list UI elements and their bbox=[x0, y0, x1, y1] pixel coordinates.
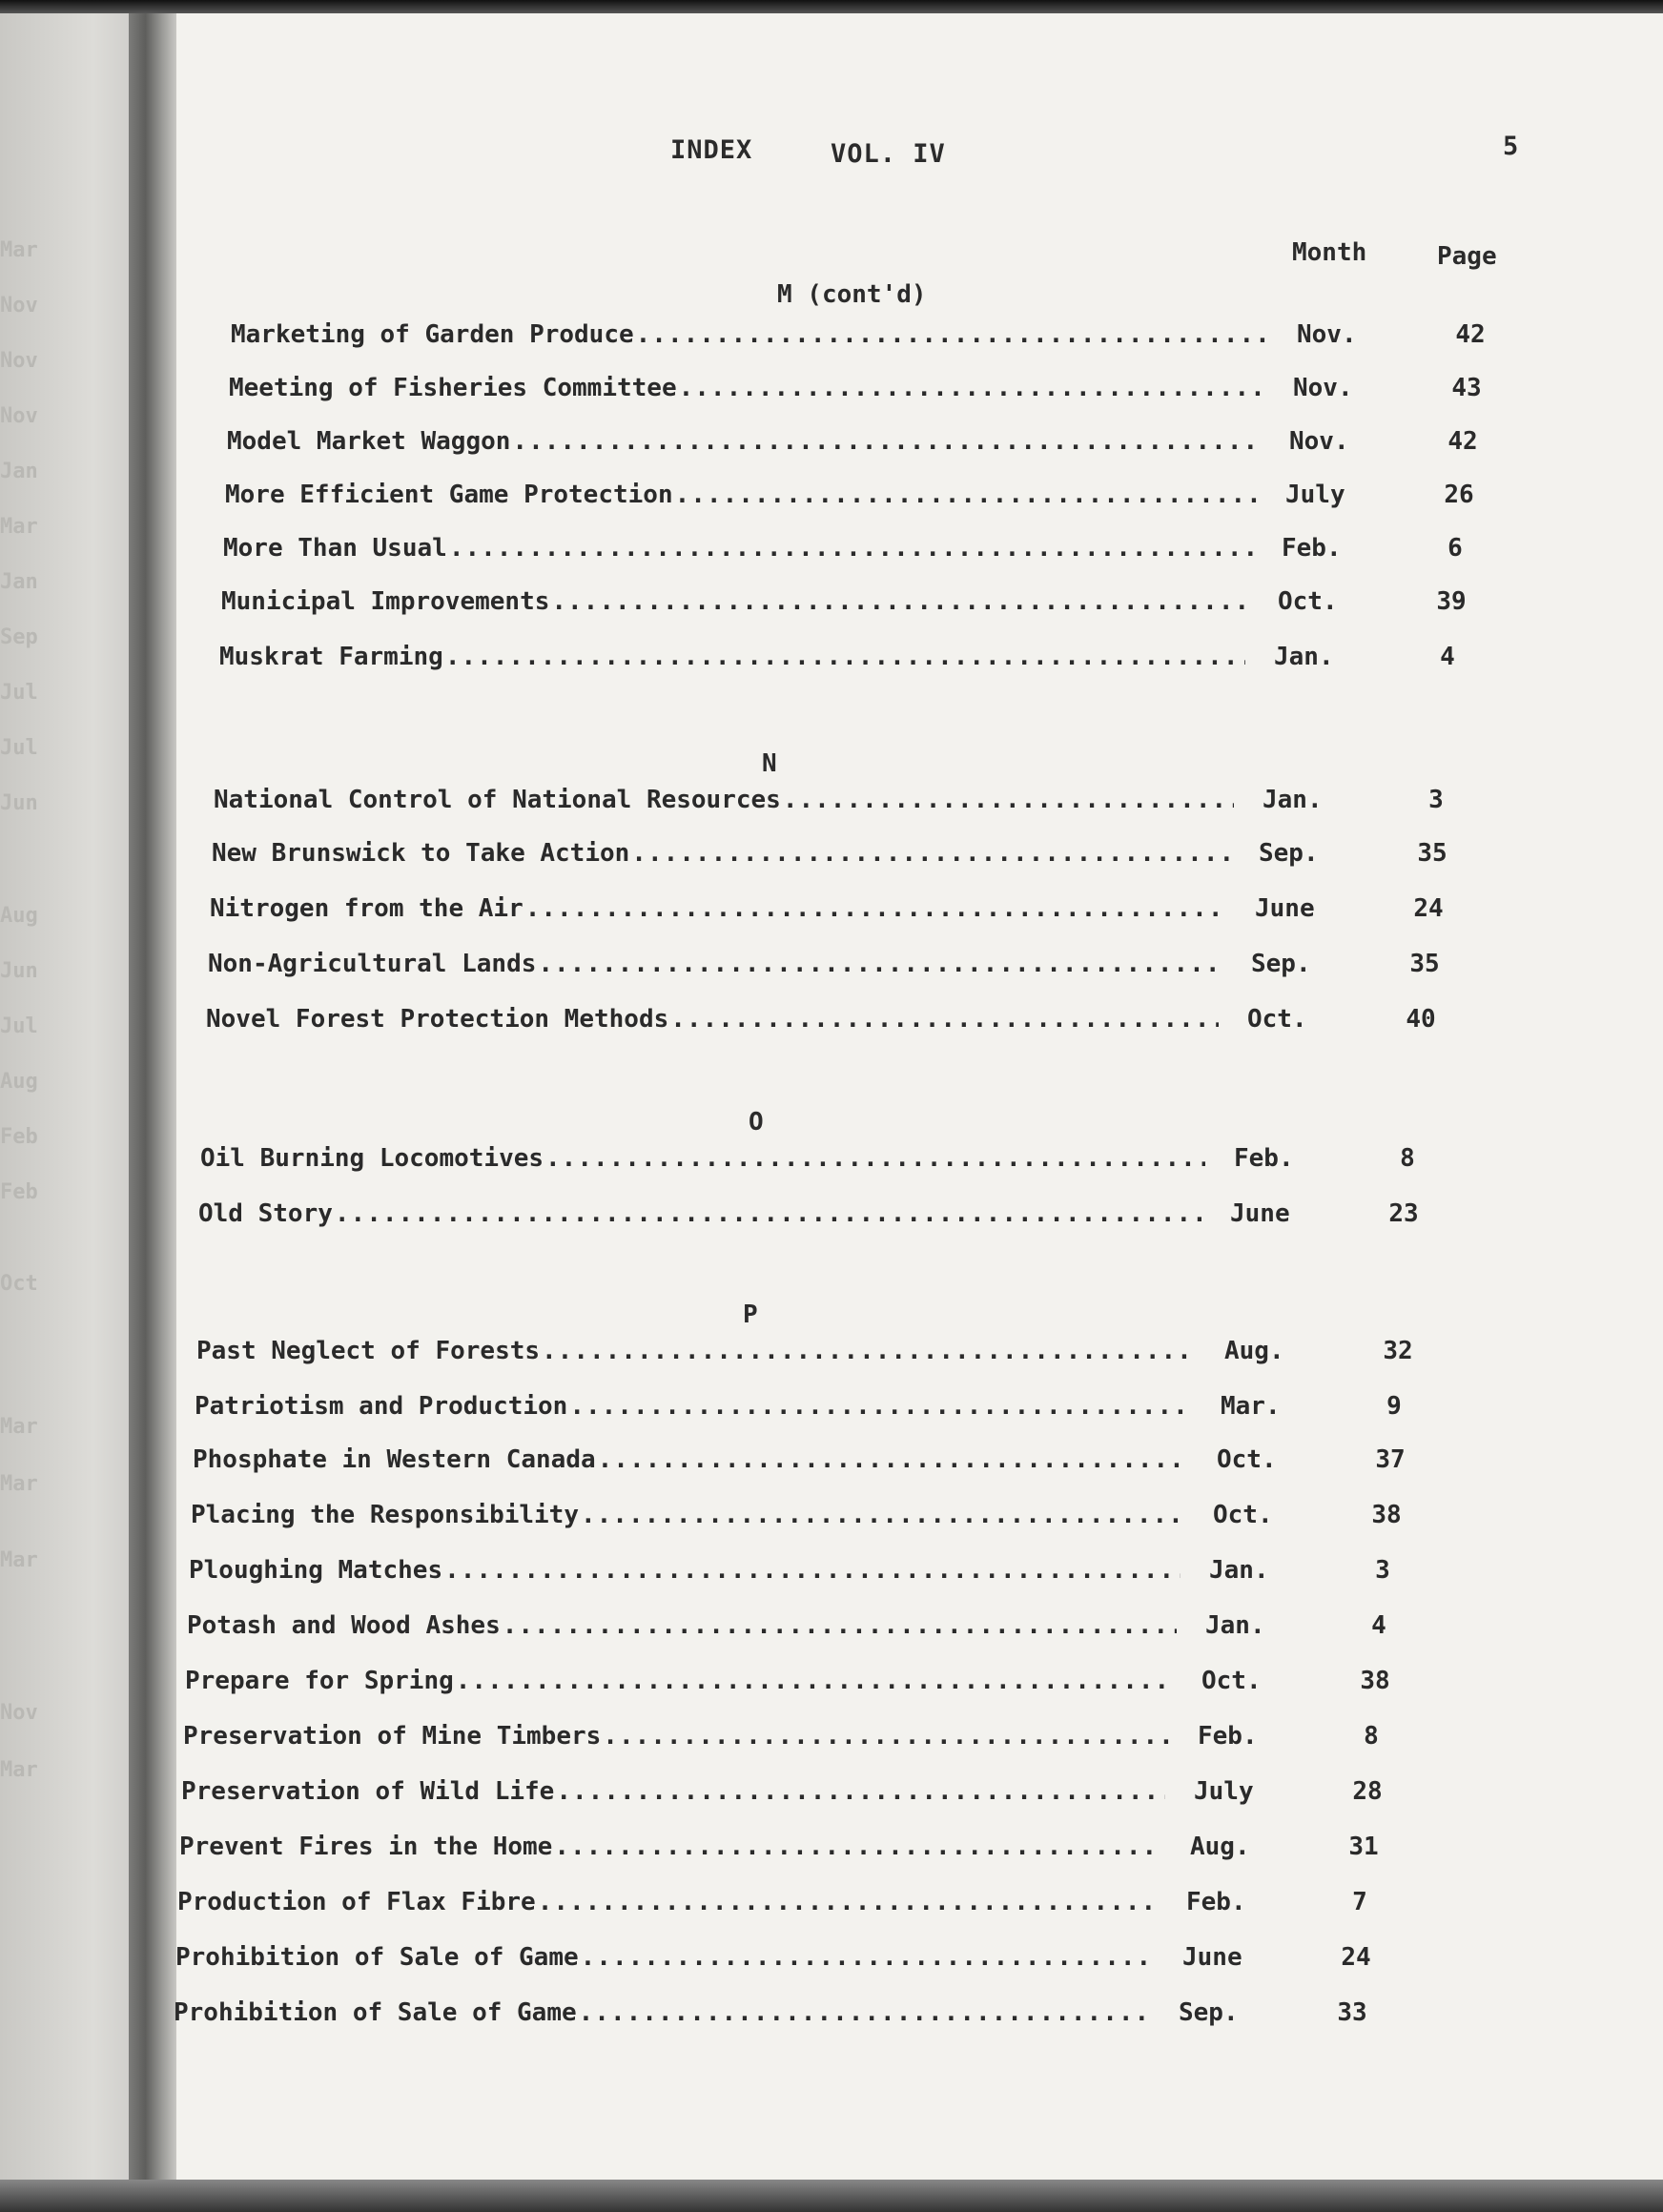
entry-page: 9 bbox=[1386, 1392, 1402, 1421]
leader-dots bbox=[636, 320, 1268, 349]
entry-title: Past Neglect of Forests bbox=[196, 1337, 541, 1365]
entry-title: New Brunswick to Take Action bbox=[212, 839, 630, 868]
index-entry bbox=[229, 374, 1495, 408]
entry-month: Sep. bbox=[1251, 950, 1311, 978]
facing-page-fragment: Feb bbox=[0, 1125, 38, 1149]
index-entry bbox=[181, 1777, 1396, 1812]
entry-page: 28 bbox=[1352, 1777, 1383, 1806]
entry-page: 35 bbox=[1409, 950, 1440, 978]
entry-month: Nov. bbox=[1293, 374, 1353, 402]
entry-page: 6 bbox=[1447, 534, 1463, 563]
index-entry bbox=[206, 1005, 1449, 1039]
entry-title: Muskrat Farming bbox=[219, 643, 443, 671]
entry-title: Model Market Waggon bbox=[227, 427, 511, 456]
entry-month: Nov. bbox=[1297, 320, 1357, 349]
facing-page-fragment: Mar bbox=[0, 238, 38, 262]
entry-page: 42 bbox=[1455, 320, 1486, 349]
entry-month: Feb. bbox=[1282, 534, 1342, 563]
index-entry bbox=[193, 1445, 1419, 1480]
leader-dots bbox=[783, 786, 1234, 814]
section-heading-o: O bbox=[749, 1108, 764, 1137]
leader-dots bbox=[569, 1392, 1192, 1421]
scan-top-edge bbox=[0, 0, 1663, 13]
index-entry bbox=[198, 1199, 1432, 1234]
index-entry bbox=[231, 320, 1499, 355]
leader-dots bbox=[335, 1199, 1201, 1228]
leader-dots bbox=[449, 534, 1253, 563]
entry-page: 39 bbox=[1436, 587, 1467, 616]
section-heading-n: N bbox=[762, 749, 777, 778]
leader-dots bbox=[579, 1998, 1150, 2027]
entry-month: Aug. bbox=[1224, 1337, 1284, 1365]
facing-page-fragment: Mar bbox=[0, 515, 38, 539]
index-entry bbox=[200, 1144, 1436, 1178]
facing-page-fragment: Jun bbox=[0, 791, 38, 815]
entry-page: 3 bbox=[1375, 1556, 1390, 1585]
leader-dots bbox=[538, 1888, 1158, 1916]
entry-title: Prohibition of Sale of Game bbox=[174, 1998, 577, 2027]
entry-page: 38 bbox=[1360, 1667, 1390, 1695]
entry-month: Oct. bbox=[1217, 1445, 1277, 1474]
facing-page-fragment: Jan bbox=[0, 570, 38, 594]
index-entry bbox=[210, 894, 1457, 929]
section-heading-m: M (cont'd) bbox=[777, 280, 927, 309]
entry-page: 40 bbox=[1406, 1005, 1436, 1034]
facing-page-fragment: Oct bbox=[0, 1272, 38, 1296]
entry-month: Jan. bbox=[1263, 786, 1323, 814]
entry-page: 32 bbox=[1383, 1337, 1413, 1365]
index-entry bbox=[212, 839, 1461, 873]
leader-dots bbox=[503, 1611, 1177, 1640]
facing-page-fragment: Sep bbox=[0, 625, 38, 649]
entry-page: 31 bbox=[1348, 1833, 1379, 1861]
entry-title: Novel Forest Protection Methods bbox=[206, 1005, 669, 1034]
facing-page-fragment: Jul bbox=[0, 1014, 38, 1038]
entry-month: Mar. bbox=[1221, 1392, 1281, 1421]
entry-month: Oct. bbox=[1247, 1005, 1307, 1034]
facing-page-fragment: Mar bbox=[0, 1472, 38, 1496]
entry-page: 26 bbox=[1444, 481, 1474, 509]
entry-month: Nov. bbox=[1289, 427, 1349, 456]
entry-title: Prevent Fires in the Home bbox=[179, 1833, 553, 1861]
facing-page-fragment: Mar bbox=[0, 1758, 38, 1782]
entry-month: Oct. bbox=[1278, 587, 1338, 616]
page-number: 5 bbox=[1503, 132, 1520, 161]
index-entry bbox=[195, 1392, 1423, 1426]
leader-dots bbox=[554, 1833, 1161, 1861]
leader-dots bbox=[581, 1943, 1154, 1972]
facing-page-fragment: Nov bbox=[0, 294, 38, 317]
entry-month: Oct. bbox=[1213, 1501, 1273, 1529]
facing-page-edge bbox=[0, 13, 133, 2180]
index-entry bbox=[227, 427, 1491, 461]
leader-dots bbox=[631, 839, 1230, 868]
entry-month: July bbox=[1194, 1777, 1254, 1806]
facing-page-fragment: Nov bbox=[0, 404, 38, 428]
facing-page-fragment: Aug bbox=[0, 1070, 38, 1094]
book-binding-shadow bbox=[129, 13, 176, 2180]
leader-dots bbox=[525, 894, 1226, 923]
entry-page: 42 bbox=[1447, 427, 1478, 456]
facing-page-fragment: Jan bbox=[0, 460, 38, 483]
index-entry bbox=[191, 1501, 1415, 1535]
entry-title: Non-Agricultural Lands bbox=[208, 950, 537, 978]
index-entry bbox=[174, 1998, 1381, 2033]
index-entry bbox=[185, 1667, 1404, 1701]
index-entry bbox=[221, 587, 1480, 622]
index-entry bbox=[177, 1888, 1388, 1922]
index-title: INDEX bbox=[670, 135, 753, 165]
entry-month: Jan. bbox=[1209, 1556, 1269, 1585]
entry-month: Sep. bbox=[1259, 839, 1319, 868]
entry-title: Old Story bbox=[198, 1199, 333, 1228]
facing-page-fragment: Nov bbox=[0, 1701, 38, 1725]
entry-title: Nitrogen from the Air bbox=[210, 894, 524, 923]
index-entry bbox=[183, 1722, 1400, 1756]
entry-month: Jan. bbox=[1274, 643, 1334, 671]
leader-dots bbox=[456, 1667, 1173, 1695]
entry-page: 38 bbox=[1371, 1501, 1402, 1529]
entry-title: Prepare for Spring bbox=[185, 1667, 454, 1695]
leader-dots bbox=[444, 1556, 1181, 1585]
index-entry bbox=[225, 481, 1488, 515]
entry-title: Oil Burning Locomotives bbox=[200, 1144, 544, 1173]
entry-page: 23 bbox=[1388, 1199, 1419, 1228]
entry-month: June bbox=[1182, 1943, 1242, 1972]
entry-month: June bbox=[1255, 894, 1315, 923]
entry-title: Ploughing Matches bbox=[189, 1556, 443, 1585]
entry-month: Feb. bbox=[1234, 1144, 1294, 1173]
entry-title: Production of Flax Fibre bbox=[177, 1888, 536, 1916]
entry-month: Jan. bbox=[1205, 1611, 1265, 1640]
leader-dots bbox=[670, 1005, 1219, 1034]
leader-dots bbox=[538, 950, 1222, 978]
leader-dots bbox=[542, 1337, 1196, 1365]
entry-page: 3 bbox=[1428, 786, 1444, 814]
scan-bottom-edge bbox=[0, 2180, 1663, 2212]
entry-month: July bbox=[1285, 481, 1345, 509]
entry-page: 43 bbox=[1451, 374, 1482, 402]
index-entry bbox=[219, 643, 1476, 677]
entry-title: Patriotism and Production bbox=[195, 1392, 568, 1421]
facing-page-fragment: Jul bbox=[0, 736, 38, 760]
index-page bbox=[176, 13, 1663, 2180]
leader-dots bbox=[603, 1722, 1169, 1751]
entry-page: 4 bbox=[1371, 1611, 1386, 1640]
index-entry bbox=[214, 786, 1465, 820]
entry-title: Phosphate in Western Canada bbox=[193, 1445, 596, 1474]
entry-month: Sep. bbox=[1179, 1998, 1239, 2027]
entry-page: 8 bbox=[1400, 1144, 1415, 1173]
leader-dots bbox=[512, 427, 1261, 456]
entry-title: Marketing of Garden Produce bbox=[231, 320, 634, 349]
entry-month: June bbox=[1230, 1199, 1290, 1228]
entry-month: Feb. bbox=[1198, 1722, 1258, 1751]
entry-page: 7 bbox=[1352, 1888, 1367, 1916]
facing-page-fragment: Jun bbox=[0, 959, 38, 983]
facing-page-fragment: Nov bbox=[0, 349, 38, 373]
facing-page-fragment: Jul bbox=[0, 681, 38, 705]
entry-title: Potash and Wood Ashes bbox=[187, 1611, 501, 1640]
entry-page: 33 bbox=[1337, 1998, 1367, 2027]
leader-dots bbox=[598, 1445, 1188, 1474]
entry-title: Municipal Improvements bbox=[221, 587, 550, 616]
section-heading-p: P bbox=[743, 1301, 758, 1329]
entry-title: Prohibition of Sale of Game bbox=[175, 1943, 579, 1972]
index-entry bbox=[179, 1833, 1392, 1867]
entry-title: Placing the Responsibility bbox=[191, 1501, 579, 1529]
facing-page-fragment: Feb bbox=[0, 1180, 38, 1204]
volume-label: VOL. IV bbox=[831, 139, 946, 169]
leader-dots bbox=[679, 374, 1264, 402]
entry-title: More Than Usual bbox=[223, 534, 447, 563]
entry-month: Oct. bbox=[1201, 1667, 1262, 1695]
entry-page: 35 bbox=[1417, 839, 1447, 868]
index-entry bbox=[223, 534, 1484, 568]
entry-title: Meeting of Fisheries Committee bbox=[229, 374, 677, 402]
leader-dots bbox=[675, 481, 1257, 509]
facing-page-fragment: Mar bbox=[0, 1415, 38, 1439]
facing-page-fragment: Mar bbox=[0, 1548, 38, 1572]
leader-dots bbox=[545, 1144, 1205, 1173]
index-entry bbox=[196, 1337, 1427, 1371]
month-column-header: Month bbox=[1292, 238, 1367, 267]
entry-title: National Control of National Resources bbox=[214, 786, 781, 814]
leader-dots bbox=[581, 1501, 1184, 1529]
leader-dots bbox=[551, 587, 1249, 616]
index-entry bbox=[208, 950, 1453, 984]
leader-dots bbox=[445, 643, 1245, 671]
leader-dots bbox=[556, 1777, 1165, 1806]
entry-page: 24 bbox=[1341, 1943, 1371, 1972]
entry-title: Preservation of Mine Timbers bbox=[183, 1722, 602, 1751]
entry-title: More Efficient Game Protection bbox=[225, 481, 673, 509]
entry-month: Aug. bbox=[1190, 1833, 1250, 1861]
entry-page: 24 bbox=[1413, 894, 1444, 923]
entry-month: Feb. bbox=[1186, 1888, 1246, 1916]
entry-title: Preservation of Wild Life bbox=[181, 1777, 555, 1806]
page-column-header: Page bbox=[1437, 242, 1497, 271]
entry-page: 37 bbox=[1375, 1445, 1406, 1474]
index-entry bbox=[175, 1943, 1385, 1977]
entry-page: 4 bbox=[1440, 643, 1455, 671]
index-entry bbox=[189, 1556, 1411, 1590]
facing-page-fragment: Aug bbox=[0, 904, 38, 928]
index-entry bbox=[187, 1611, 1407, 1646]
entry-page: 8 bbox=[1364, 1722, 1379, 1751]
